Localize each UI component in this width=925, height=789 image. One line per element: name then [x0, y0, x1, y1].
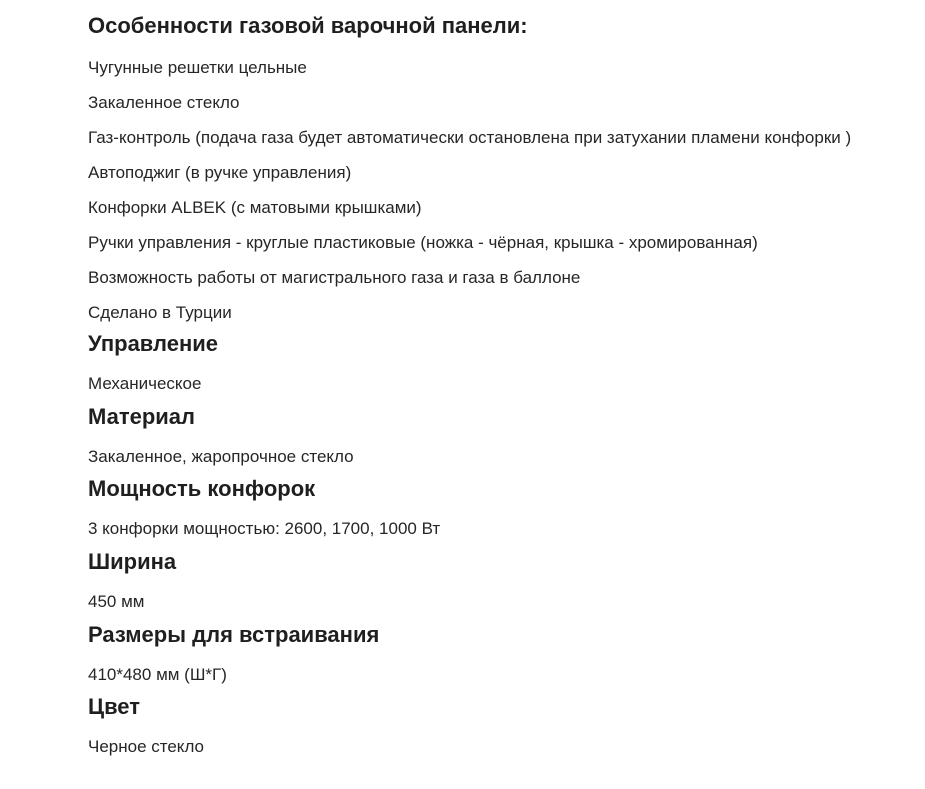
- spec-title: Ширина: [88, 549, 177, 574]
- features-list: [88, 57, 851, 337]
- spec-builtin-size: [88, 621, 379, 686]
- feature-item: Конфорки ALBEK (с матовыми крышками): [88, 198, 422, 217]
- feature-item: Автоподжиг (в ручке управления): [88, 163, 352, 182]
- spec-control: [88, 330, 218, 395]
- spec-title: Материал: [88, 404, 196, 429]
- features-title: Особенности газовой варочной панели:: [88, 13, 528, 38]
- spec-power: [88, 475, 440, 540]
- spec-value: 3 конфорки мощностью: 2600, 1700, 1000 Вт: [88, 519, 441, 538]
- feature-item: Ручки управления - круглые пластиковые (ножка - чёрная, крышка - хромированная): [88, 233, 758, 252]
- feature-item: Чугунные решетки цельные: [88, 58, 307, 77]
- feature-item: Сделано в Турции: [88, 303, 232, 322]
- spec-value: Закаленное, жаропрочное стекло: [88, 447, 354, 466]
- spec-value: 450 мм: [88, 592, 145, 611]
- spec-title: Цвет: [88, 694, 141, 719]
- spec-value: Черное стекло: [88, 737, 205, 756]
- spec-width: [88, 548, 176, 613]
- spec-material: [88, 403, 354, 468]
- spec-value: Механическое: [88, 374, 202, 393]
- feature-item: Газ-контроль (подача газа будет автоматически остановлена при затухании пламени конфорки ): [88, 128, 852, 147]
- spec-value: 410*480 мм (Ш*Г): [88, 665, 227, 684]
- spec-color: [88, 693, 204, 758]
- spec-title: Мощность конфорок: [88, 476, 316, 501]
- spec-title: Размеры для встраивания: [88, 622, 380, 647]
- feature-item: Закаленное стекло: [88, 93, 240, 112]
- spec-title: Управление: [88, 331, 219, 356]
- feature-item: Возможность работы от магистрального газа и газа в баллоне: [88, 268, 581, 287]
